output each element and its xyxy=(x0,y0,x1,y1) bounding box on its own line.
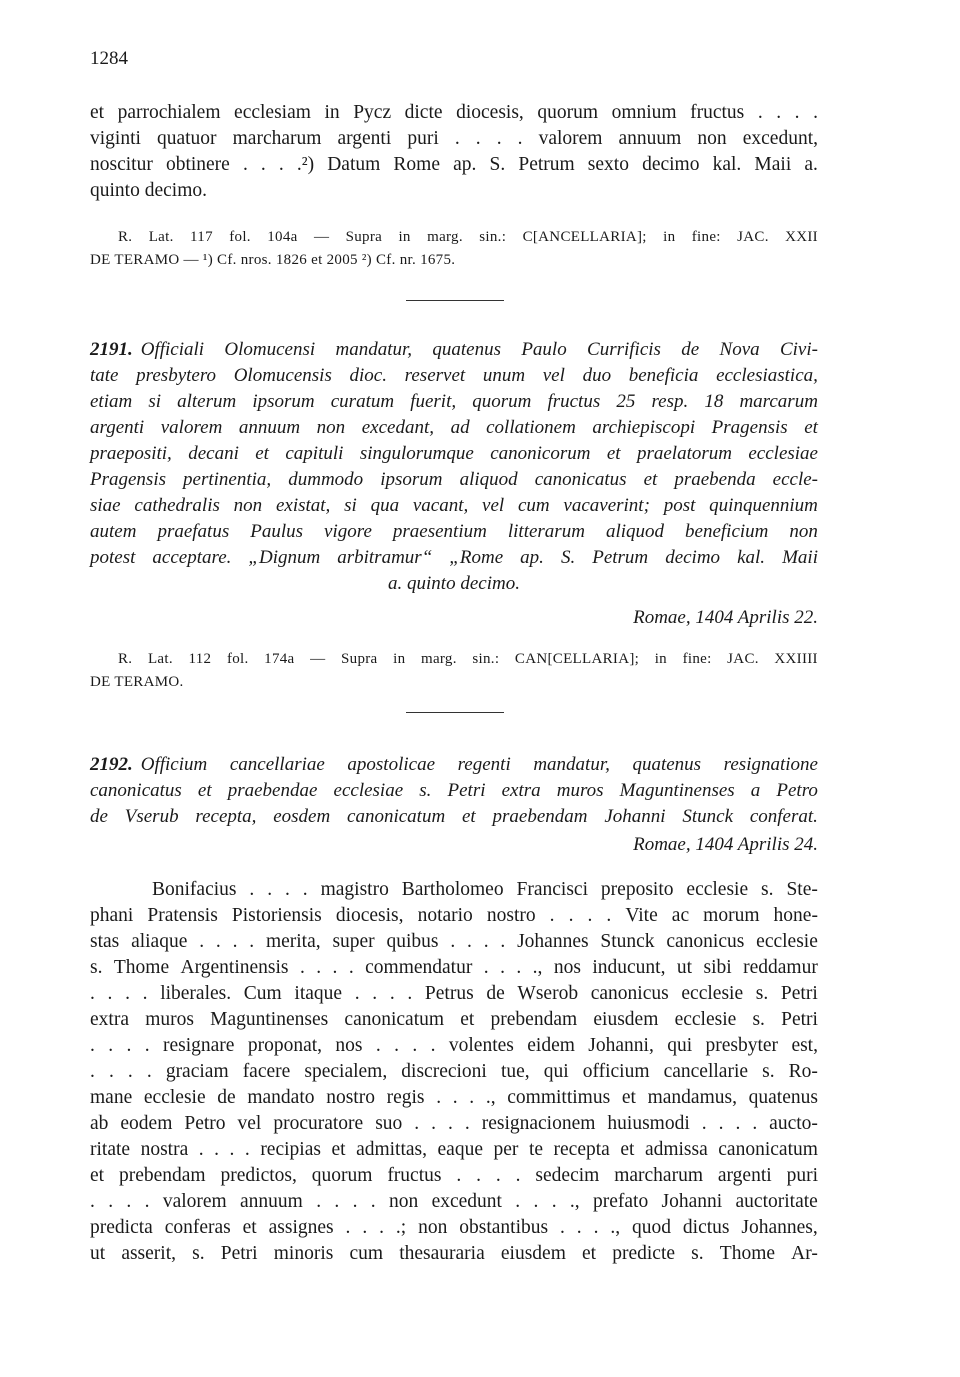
entry-2192-date xyxy=(90,832,818,858)
entry-line: de Vserub recepta, eosdem canonicatum et praebendam Johanni Stunck conferat. xyxy=(90,806,818,827)
text-line: viginti quatuor marcharum argenti puri . . . . valorem annuum non excedunt, xyxy=(90,128,818,149)
entry-line: Pragensis pertinentia, dummodo ipsorum aliquod canonicatus et praebenda eccle- xyxy=(90,469,818,490)
entry-line xyxy=(90,752,818,778)
note-line: R. Lat. 117 fol. 104a — Supra in marg. sin.: C[ANCELLARIA]; in fine: JAC. XXII xyxy=(118,229,818,245)
letter-text xyxy=(90,877,818,1267)
letter-line: stas aliaque . . . . merita, super quibus . . . . Johannes Stunck canonicus ecclesie xyxy=(90,931,818,952)
text-line: noscitur obtinere . . . .²) Datum Rome ap. S. Petrum sexto decimo kal. Maii a. xyxy=(90,154,818,175)
entry-number: 2191. xyxy=(90,339,133,360)
entry-line: a. quinto decimo. xyxy=(388,573,520,594)
entry-line: canonicatus et praebendae ecclesiae s. Petri extra muros Maguntinenses a Petro xyxy=(90,780,818,801)
note-line: R. Lat. 112 fol. 174a — Supra in marg. sin.: CAN[CELLARIA]; in fine: JAC. XXIIII xyxy=(118,651,818,667)
page-number: 1284 xyxy=(90,48,128,69)
letter-line: mane ecclesie de mandato nostro regis . . . ., committimus et mandamus, quatenus xyxy=(90,1087,818,1108)
letter-line: . . . . liberales. Cum itaque . . . . Petrus de Wserob canonicus ecclesie s. Petri xyxy=(90,983,818,1004)
letter-line: ab eodem Petro vel procuratore suo . . . . resignacionem huiusmodi . . . . aucto- xyxy=(90,1113,818,1134)
source-note-2191 xyxy=(90,648,818,694)
note-line: DE TERAMO — ¹) Cf. nros. 1826 et 2005 ²) Cf. nr. 1675. xyxy=(90,252,456,268)
letter-line: ut asserit, s. Petri minoris cum thesauraria eiusdem et predicte s. Thome Ar- xyxy=(90,1243,818,1264)
date-line: Romae, 1404 Aprilis 24. xyxy=(633,834,818,855)
letter-line: phani Pratensis Pistoriensis diocesis, notario nostro . . . . Vite ac morum hone- xyxy=(90,905,818,926)
text-line: quinto decimo. xyxy=(90,180,207,201)
continuation-paragraph xyxy=(90,100,818,204)
entry-line: etiam si alterum ipsorum curatum fuerit, quorum fructus 25 resp. 18 marcarum xyxy=(90,391,818,412)
letter-line: . . . . valorem annuum . . . . non excedunt . . . ., prefato Johanni auctoritate xyxy=(90,1191,818,1212)
letter-line: extra muros Maguntinenses canonicatum et prebendam eiusdem ecclesie s. Petri xyxy=(90,1009,818,1030)
text-line: et parrochialem ecclesiam in Pycz dicte diocesis, quorum omnium fructus . . . . xyxy=(90,102,818,123)
entry-line: praepositi, decani et capituli singulorumque canonicorum et praelatorum ecclesiae xyxy=(90,443,818,464)
entry-line: siae cathedralis non existat, si qua vacant, vel cum vacaverint; post quinquennium xyxy=(90,495,818,516)
letter-line: . . . . graciam facere specialem, discrecioni tue, qui officium cancellarie s. Ro- xyxy=(90,1061,818,1082)
entry-line-text: Officium cancellariae apostolicae regenti mandatur, quatenus resignatione xyxy=(140,754,818,775)
note-line: DE TERAMO. xyxy=(90,674,184,690)
entry-2192 xyxy=(90,752,818,830)
entry-line xyxy=(90,337,818,363)
letter-line: Bonifacius . . . . magistro Bartholomeo Francisci preposito ecclesie s. Ste- xyxy=(152,879,818,900)
entry-2191 xyxy=(90,337,818,597)
separator-rule xyxy=(406,300,504,301)
letter-line: ritate nostra . . . . recipias et admittas, eaque per te recepta et admissa canonicatum xyxy=(90,1139,818,1160)
source-note-2190 xyxy=(90,226,818,272)
entry-number: 2192. xyxy=(90,754,133,775)
letter-line: s. Thome Argentinensis . . . . commendatur . . . ., nos inducunt, ut sibi reddamur xyxy=(90,957,818,978)
date-line: Romae, 1404 Aprilis 22. xyxy=(633,607,818,628)
entry-line-text: Officiali Olomucensi mandatur, quatenus Paulo Currificis de Nova Civi- xyxy=(140,339,818,360)
entry-line: argenti valorem annuum non excedant, ad collationem archiepiscopi Pragensis et xyxy=(90,417,818,438)
letter-line: et prebendam predictos, quorum fructus . . . . sedecim marcharum argenti puri xyxy=(90,1165,818,1186)
entry-line: tate presbytero Olomucensis dioc. reservet unum vel duo beneficia ecclesiastica, xyxy=(90,365,818,386)
separator-rule xyxy=(406,712,504,713)
entry-line: potest acceptare. „Dignum arbitramur“ „Rome ap. S. Petrum decimo kal. Maii xyxy=(90,547,818,568)
letter-line: . . . . resignare proponat, nos . . . . volentes eidem Johanni, qui presbyter est, xyxy=(90,1035,818,1056)
entry-2191-date xyxy=(90,605,818,631)
letter-line: predicta conferas et assignes . . . .; non obstantibus . . . ., quod dictus Johannes, xyxy=(90,1217,818,1238)
entry-line: autem praefatus Paulus vigore praesentium litterarum aliquod beneficium non xyxy=(90,521,818,542)
